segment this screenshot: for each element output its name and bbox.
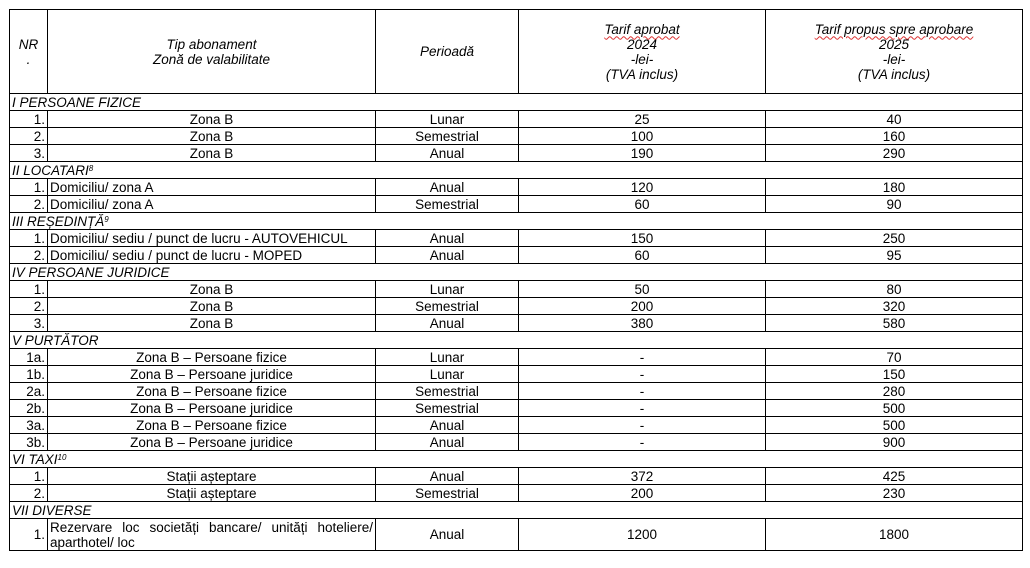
table-row	[10, 468, 1023, 485]
row-tariff-2024: 380	[519, 315, 766, 332]
header-tariff-2025	[766, 10, 1023, 94]
header-2025-line2: 2025	[878, 36, 910, 52]
row-tariff-2024: 200	[519, 298, 766, 315]
row-tariff-2025: 90	[766, 196, 1023, 213]
row-tariff-2024: -	[519, 383, 766, 400]
header-nr: NR .	[10, 10, 48, 94]
header-period: Perioadă	[376, 10, 519, 94]
row-tariff-2025: 280	[766, 383, 1023, 400]
section-row	[10, 213, 1023, 230]
row-nr: 2a.	[10, 383, 48, 400]
section-title: IV PERSOANE JURIDICE	[10, 264, 1023, 281]
row-period: Lunar	[376, 281, 519, 298]
row-period: Anual	[376, 468, 519, 485]
header-row	[10, 10, 1023, 94]
row-tariff-2025: 500	[766, 417, 1023, 434]
row-tariff-2025: 500	[766, 400, 1023, 417]
header-2024-line2: 2024	[626, 36, 658, 52]
row-type: Zona B	[48, 298, 376, 315]
row-nr: 3.	[10, 145, 48, 162]
row-tariff-2024: 150	[519, 230, 766, 247]
row-nr: 2.	[10, 196, 48, 213]
table-row	[10, 298, 1023, 315]
section-row	[10, 502, 1023, 519]
footnote-ref: 10	[57, 452, 67, 462]
row-tariff-2024: 60	[519, 196, 766, 213]
row-period: Semestrial	[376, 383, 519, 400]
footnote-ref: 9	[104, 214, 109, 224]
row-period: Anual	[376, 145, 519, 162]
table-row	[10, 281, 1023, 298]
row-type: Domiciliu/ sediu / punct de lucru - AUTOVEHICUL	[48, 230, 376, 247]
row-nr: 2.	[10, 298, 48, 315]
row-tariff-2024: -	[519, 349, 766, 366]
row-type: Zona B	[48, 281, 376, 298]
header-2024-line1: Tarif aprobat	[604, 21, 680, 37]
table-row	[10, 179, 1023, 196]
row-tariff-2024: 200	[519, 485, 766, 502]
table-row	[10, 366, 1023, 383]
row-tariff-2024: 25	[519, 111, 766, 128]
section-row	[10, 264, 1023, 281]
header-nr-dot: .	[26, 51, 31, 67]
row-period: Anual	[376, 434, 519, 451]
header-type	[48, 10, 376, 94]
header-type-line2: Zonă de valabilitate	[152, 51, 271, 67]
row-tariff-2024: 60	[519, 247, 766, 264]
footnote-ref: 8	[88, 163, 94, 173]
row-nr: 1a.	[10, 349, 48, 366]
row-period: Semestrial	[376, 400, 519, 417]
section-row	[10, 94, 1023, 111]
row-type: Stații așteptare	[48, 485, 376, 502]
row-period: Semestrial	[376, 196, 519, 213]
row-nr: 1.	[10, 519, 48, 551]
row-tariff-2025: 290	[766, 145, 1023, 162]
row-nr: 1.	[10, 111, 48, 128]
row-nr: 1.	[10, 179, 48, 196]
section-title: II LOCATARI	[12, 162, 89, 178]
row-type: Zona B – Persoane fizice	[48, 417, 376, 434]
section-row	[10, 332, 1023, 349]
row-tariff-2025: 80	[766, 281, 1023, 298]
row-type: Domiciliu/ zona A	[48, 179, 376, 196]
row-tariff-2024: 372	[519, 468, 766, 485]
tariff-table	[9, 9, 1023, 551]
row-tariff-2025: 40	[766, 111, 1023, 128]
row-type: Zona B	[48, 128, 376, 145]
row-tariff-2025: 95	[766, 247, 1023, 264]
table-row	[10, 383, 1023, 400]
section-title: III REȘEDINȚĂ	[12, 213, 105, 229]
row-nr: 1.	[10, 230, 48, 247]
row-tariff-2024: -	[519, 400, 766, 417]
row-type: Zona B – Persoane juridice	[48, 434, 376, 451]
row-tariff-2025: 180	[766, 179, 1023, 196]
row-tariff-2025: 150	[766, 366, 1023, 383]
table-row	[10, 128, 1023, 145]
row-type: Zona B – Persoane fizice	[48, 383, 376, 400]
row-tariff-2024: -	[519, 417, 766, 434]
row-nr: 1.	[10, 468, 48, 485]
row-type: Zona B – Persoane juridice	[48, 400, 376, 417]
header-tariff-2024	[519, 10, 766, 94]
table-row	[10, 196, 1023, 213]
row-type: Zona B	[48, 111, 376, 128]
row-tariff-2025: 900	[766, 434, 1023, 451]
section-title-cell	[10, 162, 1023, 179]
row-nr: 2.	[10, 128, 48, 145]
section-title: VII DIVERSE	[10, 502, 1023, 519]
section-title: V PURTĂTOR	[10, 332, 1023, 349]
header-2024-line3: -lei-	[630, 51, 654, 67]
section-title: VI TAXI	[12, 451, 58, 467]
row-tariff-2024: 120	[519, 179, 766, 196]
table-row	[10, 417, 1023, 434]
header-2025-line3: -lei-	[882, 51, 906, 67]
row-period: Lunar	[376, 349, 519, 366]
row-nr: 2.	[10, 485, 48, 502]
row-period: Anual	[376, 417, 519, 434]
row-nr: 2.	[10, 247, 48, 264]
header-2024-line4: (TVA inclus)	[605, 66, 679, 82]
row-nr: 1.	[10, 281, 48, 298]
row-type: Zona B	[48, 145, 376, 162]
row-tariff-2025: 1800	[766, 519, 1023, 551]
row-period: Lunar	[376, 366, 519, 383]
row-period: Semestrial	[376, 485, 519, 502]
row-nr: 3a.	[10, 417, 48, 434]
table-row	[10, 230, 1023, 247]
row-period: Anual	[376, 519, 519, 551]
table-row	[10, 349, 1023, 366]
row-period: Lunar	[376, 111, 519, 128]
row-tariff-2024: 100	[519, 128, 766, 145]
row-type: Zona B – Persoane fizice	[48, 349, 376, 366]
row-tariff-2025: 320	[766, 298, 1023, 315]
table-row	[10, 247, 1023, 264]
row-nr: 2b.	[10, 400, 48, 417]
row-tariff-2025: 70	[766, 349, 1023, 366]
table-row	[10, 111, 1023, 128]
table-row	[10, 434, 1023, 451]
row-tariff-2024: -	[519, 366, 766, 383]
section-title-cell	[10, 213, 1023, 230]
row-period: Anual	[376, 179, 519, 196]
row-period: Anual	[376, 230, 519, 247]
row-period: Anual	[376, 247, 519, 264]
header-2025-line4: (TVA inclus)	[857, 66, 931, 82]
table-row	[10, 485, 1023, 502]
row-nr: 3b.	[10, 434, 48, 451]
row-tariff-2025: 250	[766, 230, 1023, 247]
section-row	[10, 451, 1023, 468]
table-row	[10, 315, 1023, 332]
table-row	[10, 145, 1023, 162]
row-tariff-2024: 50	[519, 281, 766, 298]
table-row	[10, 400, 1023, 417]
row-tariff-2025: 580	[766, 315, 1023, 332]
row-nr: 1b.	[10, 366, 48, 383]
row-type: Stații așteptare	[48, 468, 376, 485]
row-nr: 3.	[10, 315, 48, 332]
row-tariff-2025: 425	[766, 468, 1023, 485]
row-tariff-2025: 160	[766, 128, 1023, 145]
header-2025-line1: Tarif propus spre aprobare	[814, 21, 974, 37]
row-tariff-2024: 1200	[519, 519, 766, 551]
section-title: I PERSOANE FIZICE	[10, 94, 1023, 111]
row-period: Anual	[376, 315, 519, 332]
row-type: Rezervare loc societăți bancare/ unități hoteliere/ aparthotel/ loc	[48, 519, 376, 551]
row-type: Zona B	[48, 315, 376, 332]
header-type-line1: Tip abonament	[166, 36, 257, 52]
row-tariff-2024: 190	[519, 145, 766, 162]
row-type: Domiciliu/ zona A	[48, 196, 376, 213]
section-title-cell	[10, 451, 1023, 468]
row-tariff-2024: -	[519, 434, 766, 451]
table-row	[10, 519, 1023, 551]
row-tariff-2025: 230	[766, 485, 1023, 502]
row-type: Zona B – Persoane juridice	[48, 366, 376, 383]
row-period: Semestrial	[376, 128, 519, 145]
row-period: Semestrial	[376, 298, 519, 315]
section-row	[10, 162, 1023, 179]
row-type: Domiciliu/ sediu / punct de lucru - MOPED	[48, 247, 376, 264]
